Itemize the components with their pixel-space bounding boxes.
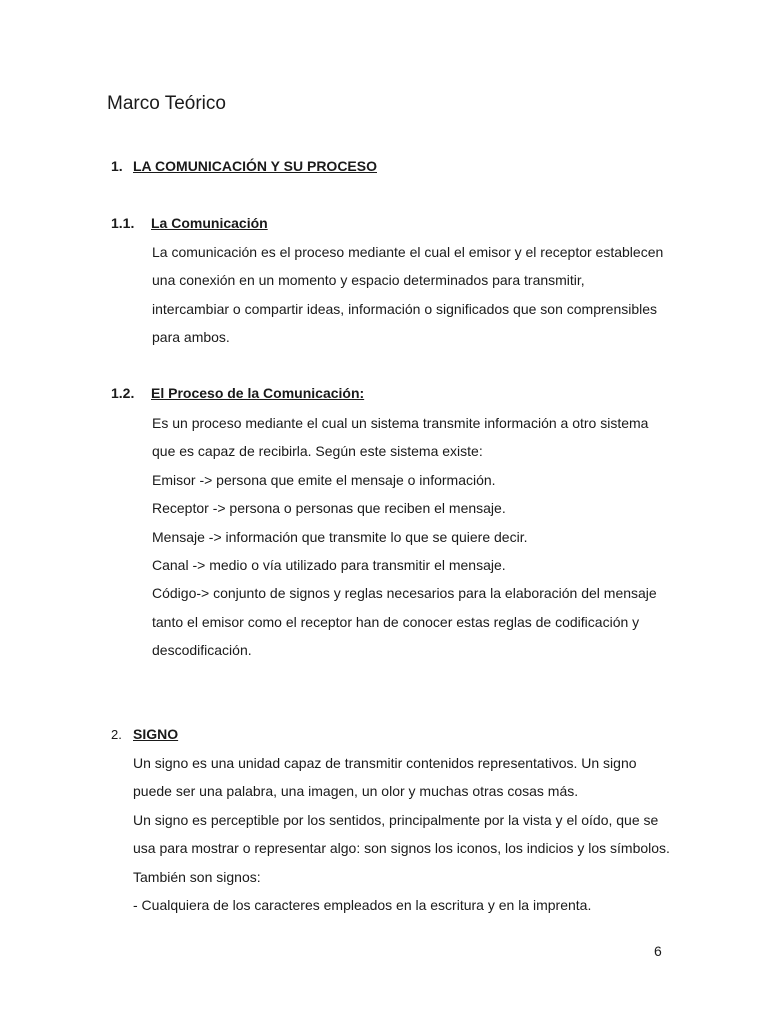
paragraph-line: para ambos. <box>152 329 230 346</box>
section-1-number: 1. <box>111 158 123 174</box>
paragraph-line: La comunicación es el proceso mediante el cual el emisor y el receptor establecen <box>152 244 664 260</box>
section-1-title: LA COMUNICACIÓN Y SU PROCESO <box>133 158 377 174</box>
section-1-heading <box>111 158 377 174</box>
paragraph-line: puede ser una palabra, una imagen, un olor y muchas otras cosas más. <box>133 783 579 800</box>
paragraph-line: Mensaje -> información que transmite lo que se quiere decir. <box>152 528 528 545</box>
subsection-1-2-heading <box>111 385 364 401</box>
page-number: 6 <box>654 943 662 959</box>
paragraph-line: También son signos: <box>133 868 261 885</box>
paragraph-line: que es capaz de recibirla. Según este sistema existe: <box>152 443 483 460</box>
paragraph-line: Emisor -> persona que emite el mensaje o información. <box>152 471 496 488</box>
paragraph-line: Canal -> medio o vía utilizado para transmitir el mensaje. <box>152 557 506 574</box>
paragraph-line: tanto el emisor como el receptor han de conocer estas reglas de codificación y <box>152 613 640 630</box>
subsection-1-2-title: El Proceso de la Comunicación: <box>151 385 365 401</box>
paragraph-line: una conexión en un momento y espacio determinados para transmitir, <box>152 272 585 289</box>
paragraph-line: - Cualquiera de los caracteres empleados en la escritura y en la imprenta. <box>133 897 592 914</box>
subsection-1-1-title: La Comunicación <box>151 215 268 231</box>
section-2-heading <box>111 726 178 742</box>
paragraph-line: Receptor -> persona o personas que reciben el mensaje. <box>152 500 506 517</box>
paragraph-line: Un signo es perceptible por los sentidos, principalmente por la vista y el oído, que se <box>133 811 659 828</box>
section-2-number: 2. <box>111 727 122 742</box>
subsection-1-2-number: 1.2. <box>111 385 135 401</box>
paragraph-line: Es un proceso mediante el cual un sistema transmite información a otro sistema <box>152 415 649 431</box>
subsection-1-2-paragraph <box>152 409 657 665</box>
subsection-1-1-paragraph <box>152 238 663 352</box>
paragraph-line: Un signo es una unidad capaz de transmitir contenidos representativos. Un signo <box>133 755 637 771</box>
page-title: Marco Teórico <box>107 93 226 114</box>
paragraph-line: usa para mostrar o representar algo: son signos los iconos, los indicios y los símbolos. <box>133 840 670 857</box>
subsection-1-1-number: 1.1. <box>111 215 135 231</box>
section-2-title: SIGNO <box>133 726 179 742</box>
paragraph-line: Código-> conjunto de signos y reglas necesarios para la elaboración del mensaje <box>152 585 657 602</box>
section-2-paragraph <box>133 749 670 919</box>
subsection-1-1-heading <box>111 215 268 231</box>
paragraph-line: intercambiar o compartir ideas, información o significados que son comprensibles <box>152 300 658 317</box>
paragraph-line: descodificación. <box>152 642 252 659</box>
